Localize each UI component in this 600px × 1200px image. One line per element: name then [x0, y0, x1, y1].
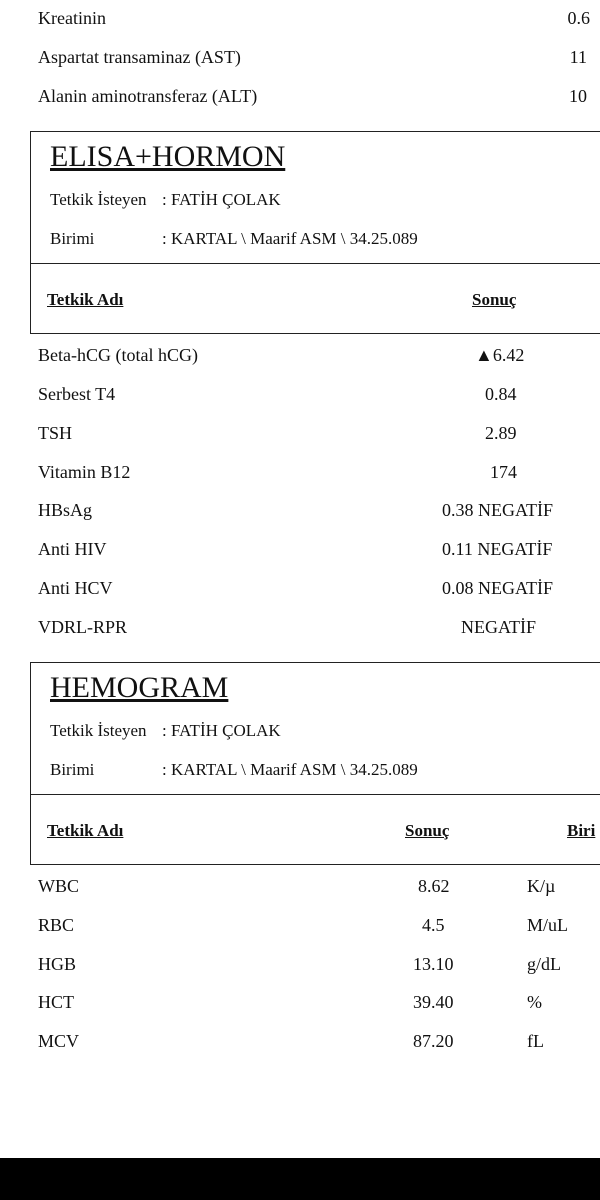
- navigation-bar: [0, 1158, 600, 1200]
- test-name: MCV: [38, 1031, 80, 1051]
- elisa-header: [31, 132, 600, 264]
- test-result: 0.38 NEGATİF: [442, 500, 553, 520]
- unit-value: : KARTAL \ Maarif ASM \ 34.25.089: [162, 760, 418, 779]
- section-title: ELISA+HORMON: [50, 140, 286, 173]
- test-result: 87.20: [413, 1031, 454, 1051]
- test-name: Beta-hCG (total hCG): [38, 345, 198, 365]
- test-result: 13.10: [413, 954, 454, 974]
- hemogram-section-box: [30, 662, 600, 865]
- requester-value: : FATİH ÇOLAK: [162, 721, 281, 740]
- test-unit: %: [527, 992, 542, 1012]
- requester-label: Tetkik İsteyen: [50, 190, 147, 209]
- test-name: Alanin aminotransferaz (ALT): [38, 86, 258, 106]
- test-result: ▲6.42: [475, 345, 525, 365]
- section-title: HEMOGRAM: [50, 671, 229, 704]
- test-result: 2.89: [485, 423, 517, 443]
- unit-label: Birimi: [50, 229, 95, 248]
- unit-label: Birimi: [50, 760, 95, 779]
- column-header-unit: Biri: [567, 821, 596, 840]
- test-value: 10: [569, 86, 587, 106]
- test-result: 8.62: [418, 876, 450, 896]
- column-header-name: Tetkik Adı: [47, 821, 124, 840]
- test-result: 39.40: [413, 992, 454, 1012]
- test-result: NEGATİF: [461, 617, 536, 637]
- test-name: HCT: [38, 992, 74, 1012]
- unit-value: : KARTAL \ Maarif ASM \ 34.25.089: [162, 229, 418, 248]
- column-header-name: Tetkik Adı: [47, 290, 124, 309]
- test-name: TSH: [38, 423, 73, 443]
- column-header-result: Sonuç: [405, 821, 450, 840]
- test-result: 174: [490, 462, 517, 482]
- test-result: 0.11 NEGATİF: [442, 539, 553, 559]
- requester-value: : FATİH ÇOLAK: [162, 190, 281, 209]
- requester-label: Tetkik İsteyen: [50, 721, 147, 740]
- column-header-result: Sonuç: [472, 290, 517, 309]
- test-name: HGB: [38, 954, 77, 974]
- test-unit: M/uL: [527, 915, 569, 935]
- test-name: Aspartat transaminaz (AST): [38, 47, 241, 67]
- test-result: 0.84: [485, 384, 517, 404]
- test-result: 4.5: [422, 915, 445, 935]
- test-name: VDRL-RPR: [38, 617, 128, 637]
- test-name: WBC: [38, 876, 80, 896]
- test-unit: fL: [527, 1031, 544, 1051]
- test-name: Anti HCV: [38, 578, 113, 598]
- test-name: Anti HIV: [38, 539, 107, 559]
- hemogram-header: [31, 663, 600, 795]
- test-name: HBsAg: [38, 500, 93, 520]
- test-value: 0.6: [567, 8, 590, 28]
- test-name: RBC: [38, 915, 75, 935]
- test-name: Vitamin B12: [38, 462, 131, 482]
- test-name: Kreatinin: [38, 8, 106, 28]
- test-unit: g/dL: [527, 954, 561, 974]
- test-result: 0.08 NEGATİF: [442, 578, 553, 598]
- test-unit: K/µ: [527, 876, 556, 896]
- test-value: 11: [569, 47, 587, 67]
- test-name: Serbest T4: [38, 384, 116, 404]
- elisa-section-box: [30, 131, 600, 334]
